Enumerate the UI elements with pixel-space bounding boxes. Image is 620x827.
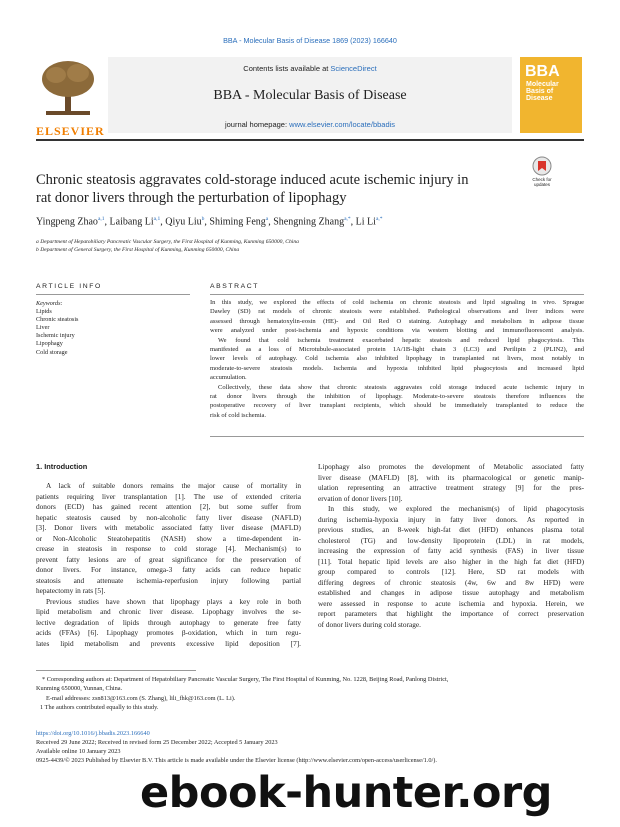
body-line: [11]. Total hepatic lipid levels are also higher in the high fat diet (HFD) — [318, 556, 584, 566]
abstract-line: assessed through hematoxylin-eosin (HE)- and Oil Red O staining. Autophagy and metabolism in adipose tissue — [210, 317, 584, 325]
abstract-heading: ABSTRACT — [210, 283, 260, 290]
abstract-line: We found that cold ischemia treatment exacerbated hepatic steatosis and reduced lipid phagocytosis. This — [218, 336, 584, 344]
body-line: prevent fatty lesions are of great significance for the preservation of — [36, 554, 301, 564]
body-line: were assessed in response to acute ischemia and hypoxia. Herein, we — [318, 598, 584, 608]
running-head[interactable]: BBA - Molecular Basis of Disease 1869 (2023) 166640 — [223, 36, 397, 45]
body-line: during ischemia-hypoxia injury in fatty liver donors. As reported in — [318, 514, 584, 524]
abstract-line: accumulation. — [210, 374, 247, 382]
author-name: Yingpeng Zhao — [36, 216, 98, 228]
body-line: In this study, we explored the mechanism(s) of lipid phagocytosis — [328, 504, 584, 513]
body-line: previous studies, an 8-week high-fat diet (HFD) enhances plasma total — [318, 525, 584, 534]
homepage-link[interactable]: www.elsevier.com/locate/bbadis — [289, 120, 396, 129]
body-line: of donor livers during cold storage. — [318, 619, 421, 629]
keywords — [36, 300, 78, 357]
check-updates-line1: Check for — [532, 177, 552, 182]
body-line: cholesterol (TG) and low-density lipoprotein (LDL) in rat models, — [318, 535, 584, 545]
body-line: hepatectomy in rats [5]. — [36, 586, 106, 595]
journal-homepage — [108, 120, 512, 129]
abstract-line: lower levels of autophagy. Cold ischemia also inhibited lipophagy in transplanted rat livers, most notably in — [210, 355, 584, 363]
author-sup[interactable]: a,1 — [153, 216, 161, 222]
keyword: Cold storage — [36, 348, 68, 356]
abstract-line: rat donor livers through the inhibition of lipophagy. Moderate-to-severe steatosis therefore influences the — [210, 393, 584, 401]
body-line: liver disease (MAFLD) [8], with its pharmacological or genetic manip- — [318, 472, 584, 482]
author-sup[interactable]: a,* — [375, 216, 383, 222]
abstract-line: postoperative recovery of liver transplant recipients, which should be immediately transplanted to reduce the — [210, 402, 584, 410]
abstract-line: manifested as a loss of Microtubule-associated protein 1A/1B-light chain 3 (LC3) and Perilipin 2 (PLIN2), and — [210, 346, 584, 354]
intro-left-column — [36, 481, 301, 649]
body-line: steatosis and attenuate ischemia-reperfusion injury following partial — [36, 575, 301, 585]
keyword: Chronic steatosis — [36, 316, 79, 324]
body-line: ulation representing an attractive treatment strategy [9] for the pres- — [318, 483, 584, 492]
body-line: donors (ECD) has gained recent attention [2], but some suffer from — [36, 502, 301, 511]
affiliation-b: b Department of General Surgery, the First Hospital of Kunming, Kunming 650000, China — [36, 246, 240, 253]
email-note[interactable]: E-mail addresses: zsn813@163.com (S. Zhang), lili_fhk@163.com (L. Li). — [46, 695, 236, 703]
elsevier-logo[interactable] — [36, 57, 105, 138]
cover-bba: BBA — [525, 63, 560, 80]
sciencedirect-link[interactable]: ScienceDirect — [330, 64, 377, 73]
contents-line — [108, 64, 512, 73]
abstract-rule — [210, 294, 584, 295]
section-heading-introduction: 1. Introduction — [36, 462, 88, 471]
footnote-rule — [36, 670, 196, 671]
article-title — [36, 171, 516, 207]
body-line: lates lipid metabolism and prevents excessive lipid deposition [7]. — [36, 638, 301, 648]
abstract-line: In this study, we explored the effects of cold ischemia on chronic steatosis and lipid signaling in vivo. Sprague — [210, 299, 584, 306]
author-sup[interactable]: b — [201, 216, 205, 222]
body-line: [3]. Donor livers with metabolic associated fatty liver disease (MAFLD) — [36, 523, 301, 532]
title-line-1: Chronic steatosis aggravates cold-storage induced acute ischemic injury in — [36, 172, 469, 188]
doi-link[interactable]: https://doi.org/10.1016/j.bbadis.2023.166640 — [36, 730, 150, 737]
affiliation-a: a Department of Hepatobiliary Pancreatic Vascular Surgery, the First Hospital of Kunming, Kunming 650000, China — [36, 239, 299, 245]
masthead-rule — [36, 139, 584, 141]
keyword: Lipophagy — [36, 340, 63, 348]
check-updates-badge[interactable] — [527, 156, 557, 187]
author-name: Li Li — [355, 216, 376, 228]
body-line: group compared to controls [12]. Here, SD rat models with — [318, 567, 584, 576]
title-line-2: rat donor livers through the perturbation of lipophagy — [36, 190, 347, 206]
body-line: lective degradation of lipids through autophagy to generate free fatty — [36, 617, 301, 627]
abstract-line: moderate-to-severe steatosis models. Ischemia and hypoxia inhibited lipid phagocytosis and increased lipid — [210, 364, 584, 372]
author-sup[interactable]: a — [265, 216, 269, 222]
body-line: Previous studies have shown that lipophagy plays a key role in both — [46, 596, 301, 606]
received-dates: Received 29 June 2022; Received in revised form 25 December 2022; Accepted 5 January 2023 — [36, 738, 278, 746]
keyword: Ischemic injury — [36, 332, 75, 340]
footnotes — [36, 676, 584, 712]
keywords-label: Keywords: — [36, 300, 63, 307]
body-line: acids (FFAs) [6]. Lipophagy promotes β-oxidation, which in turn regu- — [36, 628, 301, 637]
body-line: patients requiring liver transplantation [1]. The use of extended criteria — [36, 491, 301, 501]
abstract-text — [210, 298, 584, 420]
corresponding-note-cont: Kunming 650000, Yunnan, China. — [36, 684, 123, 692]
cover-line-1: Molecular — [526, 81, 559, 88]
intro-right-column — [318, 462, 584, 630]
abstract-line: Collectively, these data show that chronic steatosis aggravates cold storage induced acute ischemic injury in — [218, 383, 584, 391]
keyword: Liver — [36, 324, 50, 332]
article-info-heading: ARTICLE INFO — [36, 283, 102, 290]
body-line: differing degrees of chronic steatosis (4w, 6w and 8w HFD) were — [318, 577, 584, 587]
abstract-bottom-rule — [210, 436, 584, 437]
check-updates-line2: updates — [533, 182, 550, 187]
body-line: crease in steatosis in response to cold storage [4]. Mechanism(s) to — [36, 544, 301, 553]
equal-contribution-note: 1 The authors contributed equally to this study. — [40, 703, 159, 711]
body-line: or Non-Alcoholic Steatohepatitis (NASH) show a time-dependent in- — [36, 533, 301, 543]
check-updates-icon — [532, 156, 552, 176]
article-metadata — [36, 730, 596, 766]
author-name: Shengning Zhang — [273, 216, 345, 228]
author-name: Laibang Li — [109, 216, 154, 228]
cover-line-2: Basis of — [526, 88, 554, 95]
body-line: donor livers. For instance, omega-3 fatty acids can reduce hepatic — [36, 565, 301, 574]
body-line: ervation of donor livers [10]. — [318, 493, 403, 503]
affiliations — [36, 239, 299, 254]
body-line: established and changes in adipose tissue autophagy and metabolism — [318, 588, 584, 597]
body-line: lipid metabolism and chronic liver disease. Lipophagy involves the se- — [36, 607, 301, 616]
author-name: Qiyu Liu — [165, 216, 202, 228]
body-line: increasing the expression of fatty acid synthesis (FAS) in liver tissue — [318, 546, 584, 555]
corresponding-note: * Corresponding authors at: Department of Hepatobiliary Pancreatic Vascular Surgery, The First Hospital of Kunming, No. 1228, Beijing Road, Panlong District, — [42, 676, 449, 683]
license-line: 0925-4439/© 2023 Published by Elsevier B.V. This article is made available under the Elsevier license (http://www.elsevier.com/open-access/userlicense/1.0/). — [36, 756, 437, 764]
journal-title: BBA - Molecular Basis of Disease — [213, 88, 407, 103]
abstract-line: were analyzed under post-ischemia and hypoxic conditions via western blotting and immunofluorescent analysis. — [210, 327, 584, 335]
body-line: hepatic steatosis caused by non-alcoholic fatty liver disease (NAFLD) — [36, 512, 301, 522]
watermark: ebook-hunter.org — [140, 768, 552, 818]
body-line: A lack of suitable donors remains the major cause of mortality in — [46, 481, 301, 490]
publisher-logo-text: ELSEVIER — [36, 124, 105, 138]
elsevier-tree-icon — [36, 57, 100, 119]
keyword: Lipids — [36, 308, 52, 316]
journal-cover[interactable] — [520, 57, 582, 133]
homepage-prefix: journal homepage: — [224, 120, 290, 129]
available-online: Available online 10 January 2023 — [36, 747, 121, 755]
contents-prefix: Contents lists available at — [243, 64, 331, 73]
author-sup[interactable]: a,* — [344, 216, 351, 222]
body-line: Lipophagy also promotes the development of Metabolic associated fatty — [318, 462, 584, 471]
author-name: Shiming Feng — [209, 216, 266, 228]
article-info-rule — [36, 294, 190, 295]
author-sup[interactable]: a,1 — [97, 216, 105, 222]
body-line: report parameters that highlight the importance of correct preservation — [318, 609, 584, 618]
abstract-line: risk of cold ischemia. — [210, 411, 266, 419]
author-list: Yingpeng Zhao$^{a,1}$, Laibang Li$^{a,1}$, Qiyu Liu$^b$, Shiming Feng$^a$, Shengning Zhang$^{a,*}$, Li Li$^{a,*}$ — [36, 216, 383, 228]
cover-line-3: Disease — [526, 95, 553, 102]
abstract-line: Dawley (SD) rat models of chronic steatosis were established. Pathological observations and liver indices were — [210, 308, 584, 316]
